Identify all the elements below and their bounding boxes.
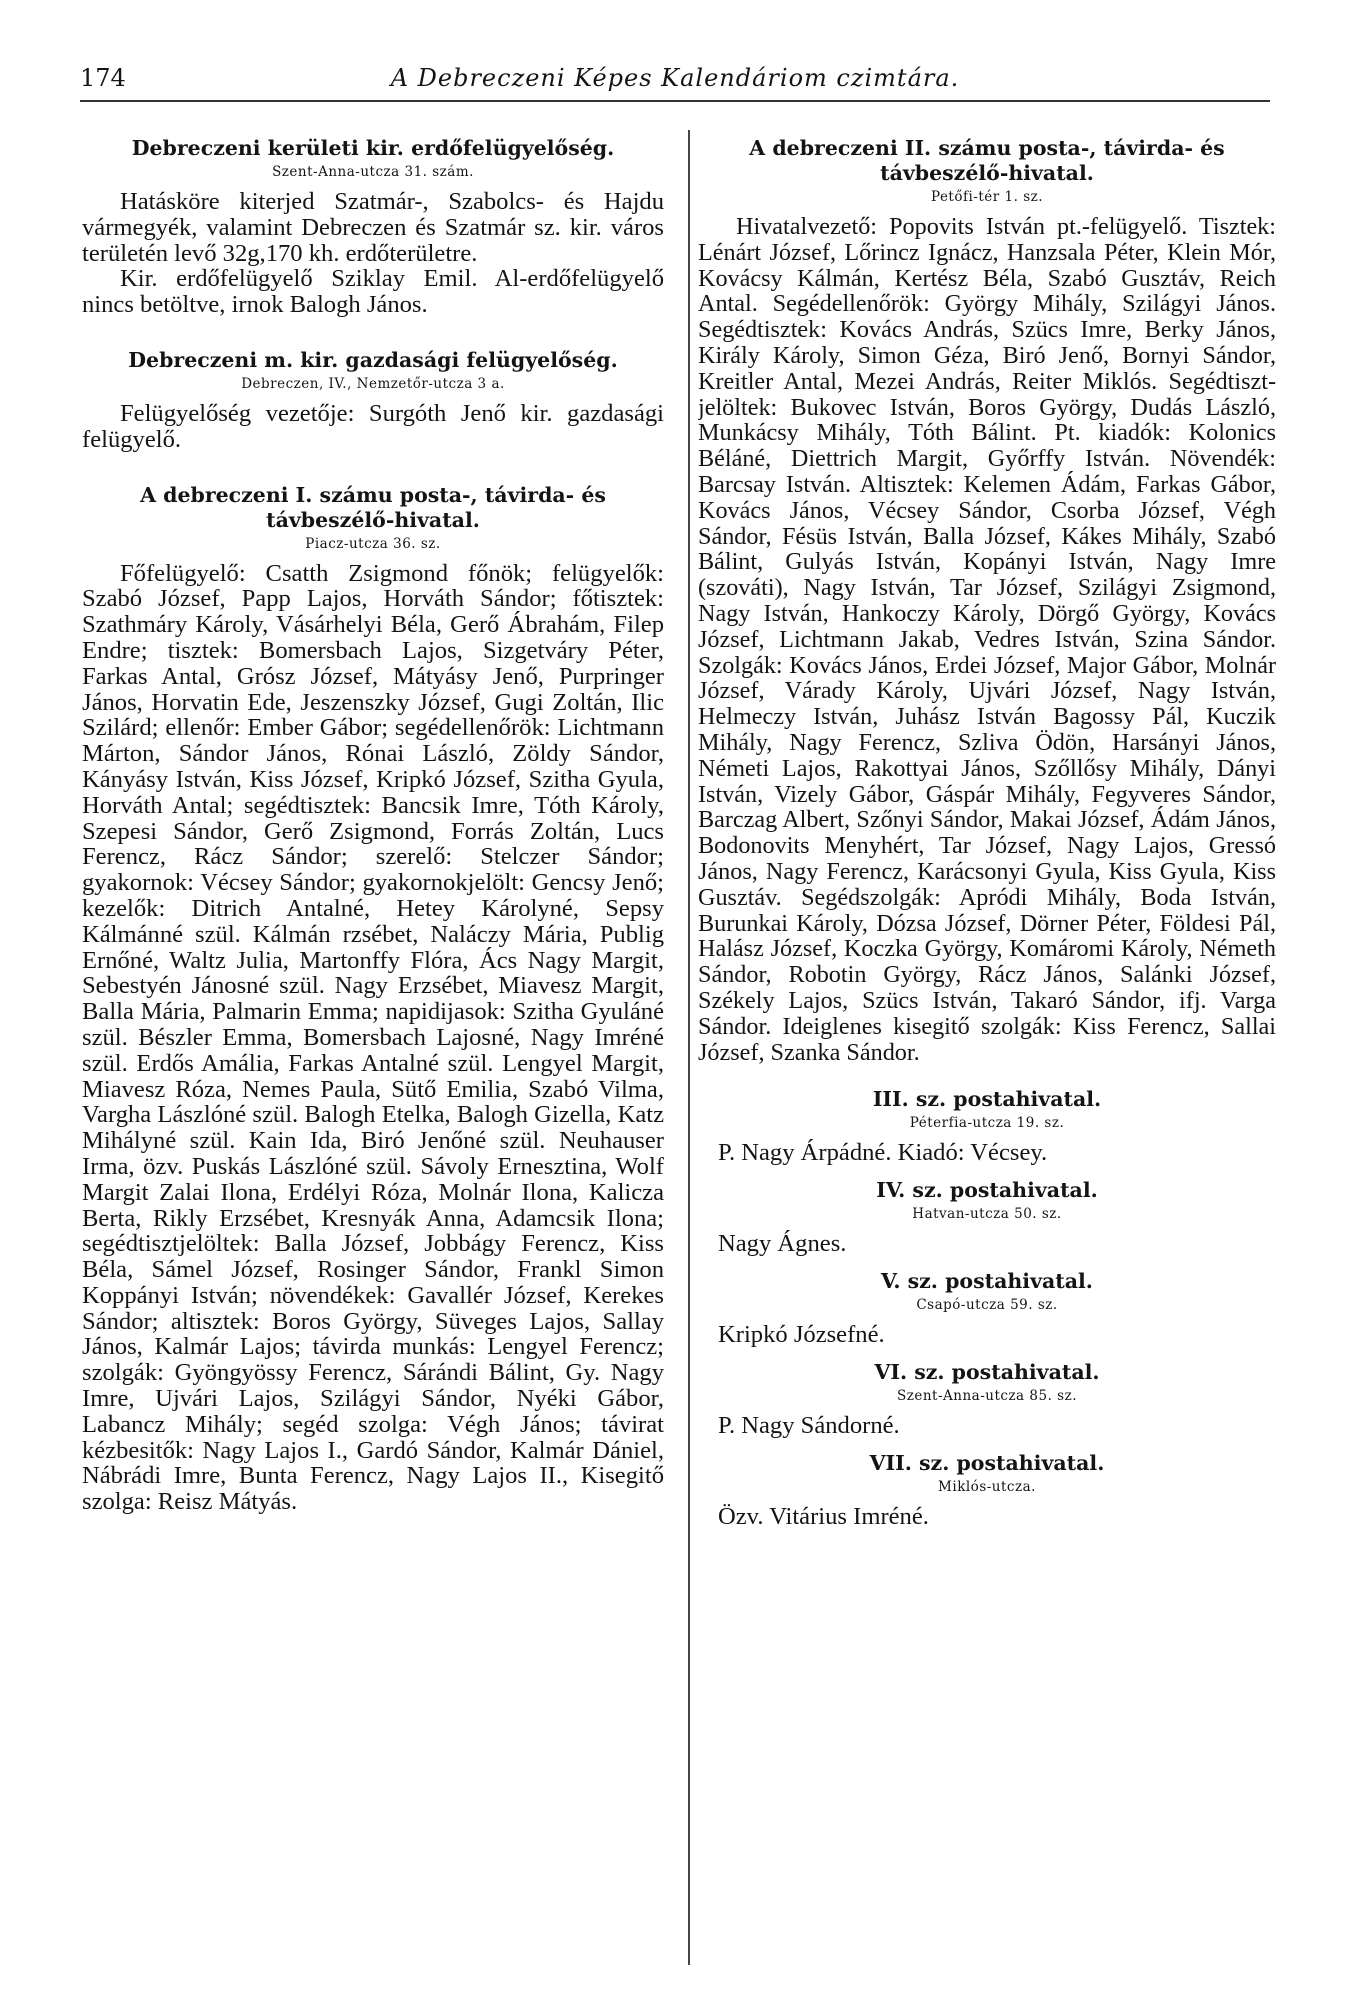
section-erdofelugyeloseg	[82, 136, 664, 318]
spacer	[698, 1439, 1276, 1451]
section-title: VII. sz. postahivatal.	[869, 1451, 1105, 1476]
section-gazdasagi-felugyeloseg	[82, 348, 664, 453]
paragraph: Felügyelőség vezetője: Surgóth Jenő kir. gazdasági felügyelő.	[82, 399, 664, 453]
section-address: Hatvan-utcza 50. sz.	[912, 1206, 1062, 1223]
section-title: Debreczeni m. kir. gazdasági felügyelőség.	[128, 347, 618, 372]
spacer	[698, 1257, 1276, 1269]
section-posta-3	[698, 1087, 1276, 1166]
section-title: A debreczeni II. számu posta-, távirda- és	[749, 136, 1225, 160]
staff-line: P. Nagy Sándorné.	[718, 1412, 900, 1440]
spacer	[82, 318, 664, 348]
section-title: III. sz. postahivatal.	[872, 1087, 1102, 1112]
section-posta-7	[698, 1451, 1276, 1530]
staff-line: P. Nagy Árpádné. Kiadó: Vécsey.	[718, 1139, 1048, 1167]
right-column	[698, 136, 1276, 1986]
section-address: Petőfi-tér 1. sz.	[930, 189, 1044, 205]
section-address: Debreczen, IV., Nemzetőr-utcza 3 a.	[241, 375, 505, 392]
section-title: VI. sz. postahivatal.	[874, 1360, 1100, 1385]
section-posta-2	[698, 136, 1276, 1065]
section-address: Péterfia-utcza 19. sz.	[909, 1115, 1065, 1132]
section-address: Szent-Anna-utcza 85. sz.	[896, 1388, 1077, 1405]
section-posta-5	[698, 1269, 1276, 1348]
column-divider	[688, 130, 690, 1965]
spacer	[698, 1348, 1276, 1360]
section-title: Debreczeni kerületi kir. erdőfelügyelőség.	[131, 136, 615, 160]
section-posta-4	[698, 1178, 1276, 1257]
staff-line: Kripkó Józsefné.	[718, 1321, 885, 1349]
section-address: Csapó-utcza 59. sz.	[916, 1297, 1058, 1314]
page-number: 174	[80, 64, 126, 92]
paragraph: Hivatalvezető: Popovits István pt.-felügyelő. Tisztek: Lénárt József, Lőrincz Ignácz, Hanzsala Péter, Klein Mór, Kovácsy Kálmán, Kertész Béla, Szabó Gusztáv, Reich Antal. Segédellenőrök: György Mihály, Szilágyi János. Segédtisztek: Kovács András, Szücs Imre, Berky János, Király Károly, Simon Géza, Biró Jenő, Bornyi Sándor, Kreitler Antal, Mezei András, Reiter Miklós. Segédtiszt-jelöltek: Bukovec István, Boros György, Dudás László, Munkácsy Mihály, Tóth Bálint. Pt. kiadók: Kolonics Béláné, Diettrich Margit, Győrffy István. Növendék: Barcsay István. Altisztek: Kelemen Ádám, Farkas Gábor, Kovács János, Vécsey Sándor, Csorba József, Végh Sándor, Fésüs István, Balla József, Kákes Mihály, Szabó Bálint, Gulyás István, Kopányi István, Nagy Imre (szováti), Nagy István, Tar József, Szilágyi Zsigmond, Nagy István, Hankoczy Károly, Dörgő György, Kovács József, Lichtmann Jakab, Vedres István, Szina Sándor. Szolgák: Kovács János, Erdei József, Major Gábor, Molnár József, Várady Károly, Ujvári József, Nagy István, Helmeczy István, Juhász István Bagossy Pál, Kuczik Mihály, Nagy Ferencz, Szliva Ödön, Harsányi János, Németi Lajos, Rakottyai János, Szőllősy Mihály, Dányi István, Vizely Gábor, Gáspár Mihály, Fegyveres Sándor, Barczag Albert, Szőnyi Sándor, Makai József, Ádám János, Bodonovits Menyhért, Tar József, Nagy Lajos, Gressó János, Nagy Ferencz, Karácsonyi Gyula, Kiss Gyula, Kiss Gusztáv. Segédszolgák: Apródi Mihály, Boda István, Burunkai Károly, Dózsa József, Dörner Péter, Földesi Pál, Halász József, Koczka György, Komáromi Károly, Németh Sándor, Robotin György, Rácz János, Salánki József, Székely Lajos, Szücs István, Takaró Sándor, ifj. Varga Sándor. Ideiglenes kisegitő szolgák: Kiss Ferencz, Sallai József, Szanka Sándor.	[698, 213, 1276, 1066]
section-title-line2: távbeszélő-hivatal.	[880, 161, 1094, 185]
section-title: IV. sz. postahivatal.	[876, 1178, 1098, 1203]
section-posta-1	[82, 483, 664, 1515]
spacer	[698, 1065, 1276, 1087]
staff-line: Özv. Vitárius Imréné.	[718, 1503, 929, 1531]
spacer	[698, 1166, 1276, 1178]
section-posta-6	[698, 1360, 1276, 1439]
section-title-line2: távbeszélő-hivatal.	[266, 507, 480, 532]
section-title: V. sz. postahivatal.	[881, 1269, 1093, 1294]
section-address: Piacz-utcza 36. sz.	[305, 535, 441, 552]
paragraph: Főfelügyelő: Csatth Zsigmond főnök; felügyelők: Szabó József, Papp Lajos, Horváth Sándor; főtisztek: Szathmáry Károly, Vásárhelyi Béla, Gerő Ábrahám, Filep Endre; tisztek: Bomersbach Lajos, Sizgetváry Péter, Farkas Antal, Grósz József, Mátyásy Jenő, Purpringer János, Horvatin Ede, Jeszenszky József, Gugi Zoltán, Ilic Szilárd; ellenőr: Ember Gábor; segédellenőrök: Lichtmann Márton, Sándor János, Rónai László, Zöldy Sándor, Kányásy István, Kiss József, Kripkó József, Szitha Gyula, Horváth Antal; segédtisztek: Bancsik Imre, Tóth Károly, Szepesi Sándor, Gerő Zsigmond, Forrás Zoltán, Lucs Ferencz, Rácz Sándor; szerelő: Stelczer Sándor; gyakornok: Vécsey Sándor; gyakornokjelölt: Gencsy Jenő; kezelők: Ditrich Antalné, Hetey Károlyné, Sepsy Kálmánné szül. Kálmán rzsébet, Naláczy Mária, Publig Ernőné, Waltz Julia, Martonffy Flóra, Ács Nagy Margit, Sebestyén Jánosné szül. Nagy Erzsébet, Miavesz Margit, Balla Mária, Palmarin Emma; napidijasok: Szitha Gyuláné szül. Bészler Emma, Bomersbach Lajosné, Nagy Imréné szül. Erdős Amália, Farkas Antalné szül. Lengyel Margit, Miavesz Róza, Nemes Paula, Sütő Emilia, Szabó Vilma, Vargha Lászlóné szül. Balogh Etelka, Balogh Gizella, Katz Mihályné szül. Kain Ida, Biró Jenőné szül. Neuhauser Irma, özv. Puskás Lászlóné szül. Sávoly Ernesztina, Wolf Margit Zalai Ilona, Erdélyi Róza, Molnár Ilona, Kalicza Berta, Rikly Erzsébet, Kresnyák Anna, Adamcsik Ilona; segédtisztjelöltek: Balla József, Jobbágy Ferencz, Kiss Béla, Sámel József, Rosinger Sándor, Frankl Simon Koppányi István; növendékek: Gavallér József, Kerekes Sándor; altisztek: Boros György, Süveges Lajos, Sallay János, Kalmár Lajos; távirda munkás: Lengyel Ferencz; szolgák: Gyöngyössy Ferencz, Sárándi Bálint, Gy. Nagy Imre, Ujvári Lajos, Szilágyi Sándor, Nyéki Gábor, Labancz Mihály; segéd szolga: Végh János; távirat kézbesitők: Nagy Lajos I., Gardó Sándor, Kalmár Dániel, Nábrádi Imre, Bunta Ferencz, Nagy Lajos II., Kisegitő szolga: Reisz Mátyás.	[82, 559, 664, 1516]
staff-line: Nagy Ágnes.	[718, 1230, 847, 1258]
header-rule	[80, 100, 1270, 102]
section-title: A debreczeni I. számu posta-, távirda- és	[140, 482, 606, 507]
page-header	[80, 64, 1270, 98]
left-column	[82, 136, 664, 1986]
paragraph: Hatásköre kiterjed Szatmár-, Szabolcs- és Hajdu vármegyék, valamint Debreczen és Szatmár sz. kir. város területén levő 32g,170 kh. erdőterületre.	[82, 188, 664, 267]
section-address: Miklós-utcza.	[938, 1479, 1036, 1496]
spacer	[82, 453, 664, 483]
paragraph: Kir. erdőfelügyelő Sziklay Emil. Al-erdőfelügyelő nincs betöltve, irnok Balogh János.	[82, 265, 664, 319]
section-address: Szent-Anna-utcza 31. szám.	[272, 164, 474, 180]
running-title: A Debreczeni Képes Kalendáriom czimtára.	[390, 64, 960, 92]
